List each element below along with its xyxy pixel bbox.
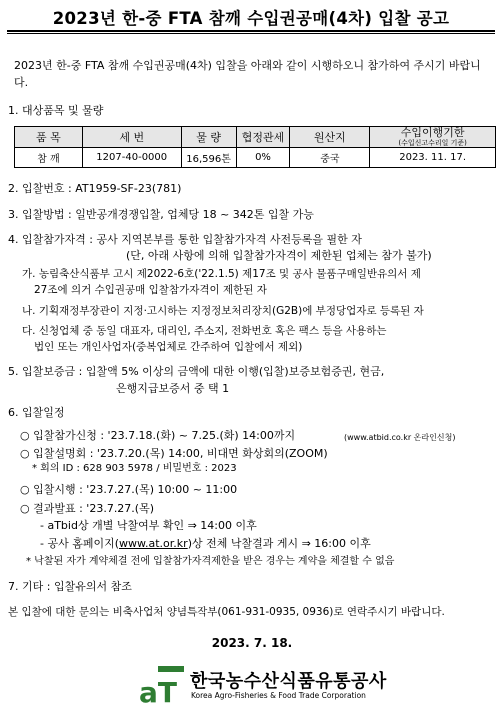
schedule-briefing-note: * 회의 ID : 628 903 5978 / 비밀번호 : 2023 (32, 463, 237, 474)
at-logo-icon (138, 662, 186, 708)
section-4-da-line1: 다. 신청업체 중 동일 대표자, 대리인, 주소지, 전화번호 혹은 팩스 등을 사용하는 (22, 325, 387, 337)
section-6-heading: 6. 입찰일정 (8, 406, 65, 419)
section-3-bid-method: 3. 입찰방법 : 일반공개경쟁입찰, 업체당 18 ~ 342톤 입찰 가능 (8, 208, 314, 221)
intro-paragraph: 2023년 한-중 FTA 참깨 수입권공매(4차) 입찰을 아래와 같이 시행하오니 참가하여 주시기 바랍니다. (14, 59, 481, 89)
schedule-result-public (40, 537, 371, 551)
header-tariff-rate: 협정관세 (236, 127, 290, 148)
cell-deadline: 2023. 11. 17. (370, 148, 496, 168)
table-header-row (15, 127, 496, 148)
section-4-na: 나. 기획재정부장관이 지정·고시하는 지정정보처리장치(G2B)에 부정당업자로 등록된 자 (22, 305, 424, 317)
section-1-heading: 1. 대상품목 및 물량 (8, 104, 104, 117)
header-deadline (370, 127, 496, 148)
schedule-result-public-post: )상 전체 낙찰결과 게시 ⇒ 16:00 이후 (187, 537, 371, 550)
schedule-result-public-pre: - 공사 홈페이지( (40, 537, 120, 550)
header-deadline-note: (수입신고수리일 기준) (398, 139, 467, 147)
schedule-result: ○ 결과발표 : '23.7.27.(목) (20, 502, 155, 515)
schedule-result-individual: - aTbid상 개별 낙찰여부 확인 ⇒ 14:00 이후 (40, 519, 257, 532)
items-table (14, 126, 496, 168)
schedule-registration: ○ 입찰참가신청 : '23.7.18.(화) ~ 7.25.(화) 14:00까지 (20, 429, 296, 442)
section-4-note: (단, 아래 사항에 의해 입찰참가자격이 제한된 업체는 참가 불가) (126, 249, 432, 262)
title-rule-thin (7, 33, 495, 34)
section-5-line1: 5. 입찰보증금 : 입찰액 5% 이상의 금액에 대한 이행(입찰)보증보험증권, 현금, (8, 365, 385, 378)
header-item: 품 목 (15, 127, 83, 148)
cell-origin: 중국 (290, 148, 370, 168)
table-row (15, 148, 496, 168)
schedule-briefing: ○ 입찰설명회 : '23.7.20.(목) 14:00, 비대면 화상회의(ZOOM) (20, 447, 328, 460)
section-4-ga-line2: 27조에 의거 수입권공매 입찰참가자격이 제한된 자 (34, 284, 267, 296)
header-quantity: 물 량 (181, 127, 236, 148)
schedule-result-note: * 낙찰된 자가 계약체결 전에 입찰참가자격제한을 받은 경우는 계약을 체결할 수 없음 (26, 556, 395, 567)
header-origin: 원산지 (290, 127, 370, 148)
notice-date: 2023. 7. 18. (211, 636, 293, 650)
cell-quantity: 16,596톤 (181, 148, 236, 168)
contact-line: 본 입찰에 대한 문의는 비축사업처 양념특작부(061-931-0935, 0936)로 연락주시기 바랍니다. (8, 606, 445, 618)
title-rule (7, 30, 495, 32)
cell-tariff-rate: 0% (236, 148, 290, 168)
document-title: 2023년 한-중 FTA 참깨 수입권공매(4차) 입찰 공고 (52, 9, 450, 28)
organization-logo (138, 662, 387, 708)
schedule-registration-note: (www.atbid.co.kr 온라인신청) (344, 433, 456, 442)
section-4-heading: 4. 입찰참가자격 : 공사 지역본부를 통한 입찰참가자격 사전등록을 필한 자 (8, 233, 362, 246)
section-4-da-line2: 법인 또는 개인사업자(중복업체로 간주하여 입찰에서 제외) (34, 341, 303, 353)
section-7-etc: 7. 기타 : 입찰유의서 참조 (8, 580, 132, 593)
organization-name-en: Korea Agro-Fisheries & Food Trade Corporation (191, 691, 366, 700)
cell-tariff-code: 1207-40-0000 (82, 148, 181, 168)
schedule-execution: ○ 입찰시행 : '23.7.27.(목) 10:00 ~ 11:00 (20, 483, 238, 496)
homepage-link[interactable]: www.at.or.kr (119, 537, 188, 550)
logo-mark-a: aT (139, 676, 177, 708)
section-2-bid-number: 2. 입찰번호 : AT1959-SF-23(781) (8, 182, 182, 195)
organization-name-ko: 한국농수산식품유통공사 (190, 671, 387, 692)
header-deadline-label: 수입이행기한 (400, 126, 465, 139)
cell-item: 참 깨 (15, 148, 83, 168)
section-4-ga-line1: 가. 농림축산식품부 고시 제2022-6호('22.1.5) 제17조 및 공사 물품구매일반유의서 제 (22, 268, 421, 280)
section-5-line2: 은행지급보증서 중 택 1 (116, 382, 230, 395)
logo-mark-bar (158, 666, 184, 672)
header-tariff-code: 세 번 (82, 127, 181, 148)
